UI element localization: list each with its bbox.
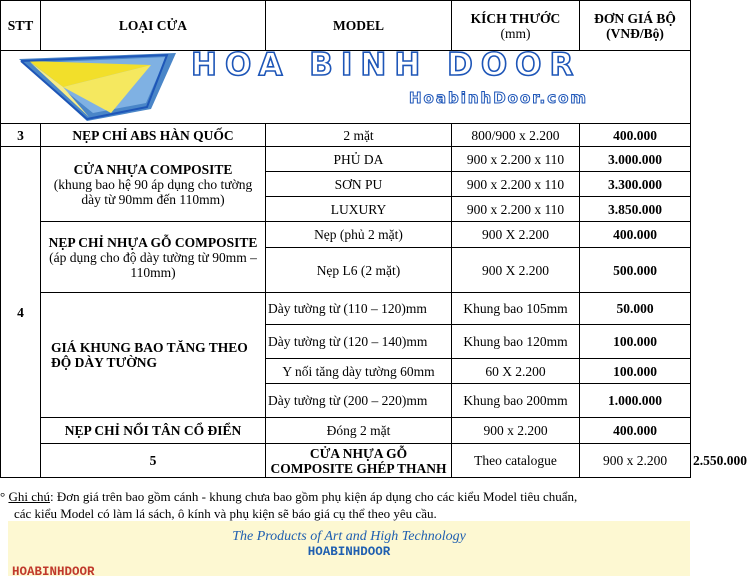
composite-title: CỬA NHỰA COMPOSITE: [73, 161, 233, 177]
header-size: [452, 1, 580, 51]
row-size: 900 x 2.200 x 110: [452, 197, 580, 222]
row-type: CỬA NHỰA GỖ COMPOSITE GHÉP THANH: [266, 444, 452, 478]
table-row: [1, 293, 691, 325]
header-row: [1, 1, 691, 51]
footer-slogan: The Products of Art and High Technology: [232, 529, 466, 544]
row-price: 3.000.000: [580, 147, 691, 172]
row-price: 50.000: [580, 293, 691, 325]
row-price: 3.300.000: [580, 172, 691, 197]
brand-name: HOA BINH DOOR: [191, 47, 582, 83]
row-model: Đóng 2 mặt: [266, 418, 452, 444]
note-text: : Đơn giá trên bao gồm cánh - khung chưa bao gồm phụ kiện áp dụng cho các kiểu Model tiêu chuẩn,: [49, 489, 578, 504]
nep-composite-desc: (áp dụng cho độ dày tường từ 90mm – 110mm): [49, 249, 257, 280]
row-size: 900 x 2.200 x 110: [452, 172, 580, 197]
row-type: NẸP CHỈ NỔI TÂN CỔ ĐIỂN: [41, 418, 266, 444]
row-size: Khung bao 120mm: [452, 325, 580, 359]
note-line-1: [0, 488, 694, 505]
row-model: Dày tường từ (120 – 140)mm: [266, 325, 452, 359]
header-stt: STT: [1, 1, 41, 51]
row-size: 900 X 2.200: [452, 248, 580, 293]
nep-composite-type: [41, 222, 266, 293]
table-row: [1, 418, 691, 444]
row-model: Dày tường từ (110 – 120)mm: [266, 293, 452, 325]
row-stt: 4: [1, 147, 41, 478]
header-model: MODEL: [266, 1, 452, 51]
header-size-unit: (mm): [500, 25, 531, 41]
row-type: NẸP CHỈ ABS HÀN QUỐC: [41, 124, 266, 147]
row-price: 400.000: [580, 418, 691, 444]
row-size: 60 X 2.200: [452, 359, 580, 384]
khung-bao-type: GIÁ KHUNG BAO TĂNG THEO ĐỘ DÀY TƯỜNG: [41, 293, 266, 418]
row-size: 900 x 2.200: [580, 444, 691, 478]
banner-row: [1, 51, 691, 124]
note-label: Ghi chú: [8, 489, 50, 504]
row-size: 900 x 2.200: [452, 418, 580, 444]
composite-type: [41, 147, 266, 222]
header-price: [580, 1, 691, 51]
banner-cell: [1, 47, 691, 124]
row-model: Nẹp (phủ 2 mặt): [266, 222, 452, 248]
header-price-unit: (VNĐ/Bộ): [606, 25, 664, 41]
row-price: 100.000: [580, 359, 691, 384]
footer-cut-text: HOABINHDOOR: [12, 565, 95, 579]
row-model: Nẹp L6 (2 mặt): [266, 248, 452, 293]
row-size: Khung bao 200mm: [452, 384, 580, 418]
row-size: 800/900 x 2.200: [452, 124, 580, 147]
header-size-title: KÍCH THƯỚC: [470, 10, 561, 26]
row-size: 900 X 2.200: [452, 222, 580, 248]
table-row: [1, 124, 691, 147]
note-block: [0, 488, 694, 522]
row-price: 400.000: [580, 222, 691, 248]
brand-website: HoabinhDoor.com: [409, 89, 589, 107]
row-price: 1.000.000: [580, 384, 691, 418]
footer-site: HOABINHDOOR: [307, 545, 391, 559]
nep-composite-title: NẸP CHỈ NHỰA GỖ COMPOSITE: [48, 234, 258, 250]
row-size: Khung bao 105mm: [452, 293, 580, 325]
row-size: 900 x 2.200 x 110: [452, 147, 580, 172]
note-line-2: các kiểu Model có làm lá sách, ô kính và phụ kiện sẽ báo giá cụ thể theo yêu cầu.: [14, 506, 437, 521]
table-row: 5 CỬA NHỰA GỖ COMPOSITE GHÉP THANH Theo catalogue 900 x 2.200 2.550.000: [1, 444, 691, 478]
table-row: [1, 222, 691, 248]
composite-desc: (khung bao hệ 90 áp dụng cho tường dày từ 90mm đến 110mm): [53, 176, 253, 207]
footer: [8, 521, 690, 579]
note-bullet: °: [0, 489, 6, 504]
header-price-title: ĐƠN GIÁ BỘ: [594, 10, 676, 26]
row-model: Dày tường từ (200 – 220)mm: [266, 384, 452, 418]
row-price: 400.000: [580, 124, 691, 147]
row-stt: 3: [1, 124, 41, 147]
header-type: LOẠI CỬA: [41, 1, 266, 51]
row-stt: 5: [41, 444, 266, 478]
row-model: LUXURY: [266, 197, 452, 222]
table-row: [1, 147, 691, 172]
row-model: PHỦ DA: [266, 147, 452, 172]
row-model: Theo catalogue: [452, 444, 580, 478]
row-model: 2 mặt: [266, 124, 452, 147]
row-price: 3.850.000: [580, 197, 691, 222]
row-model: SƠN PU: [266, 172, 452, 197]
row-model: Y nối tăng dày tường 60mm: [266, 359, 452, 384]
row-price: 500.000: [580, 248, 691, 293]
row-price: 100.000: [580, 325, 691, 359]
